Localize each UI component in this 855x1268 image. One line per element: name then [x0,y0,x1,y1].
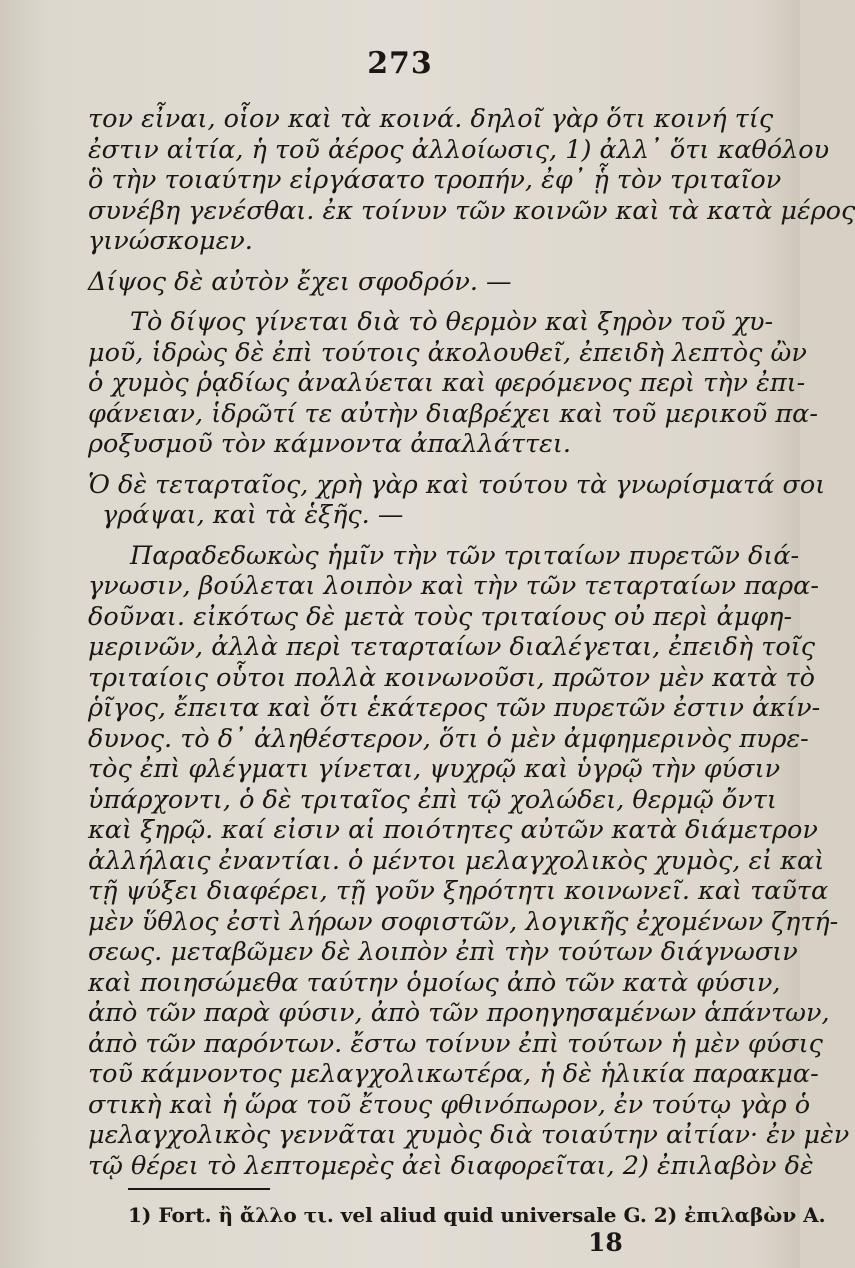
text-line: ῥῖγος, ἔπειτα καὶ ὅτι ἑκάτερος τῶν πυρετῶν ἐστιν ἀκίν- [88,693,821,723]
text-line: καὶ ποιησώμεθα ταύτην ὁμοίως ἀπὸ τῶν κατὰ φύσιν, [88,967,781,998]
signature-mark: 18 [588,1228,623,1257]
lemma-1 [88,267,762,298]
text-line: ὁ χυμὸς ῥᾳδίως ἀναλύεται καὶ φερόμενος περὶ τὴν ἐπι- [88,368,806,398]
text-line: τῷ θέρει τὸ λεπτομερὲς ἀεὶ διαφορεῖται, 2) ἐπιλαβὸν δὲ [88,1150,814,1181]
paragraph-3 [88,540,850,1182]
text-line: μερινῶν, ἀλλὰ περὶ τεταρταίων διαλέγεται, ἐπειδὴ τοῖς [88,632,815,662]
text-line: μελαγχολικὸς γεννᾶται χυμὸς διὰ τοιαύτην αἰτίαν· ἐν μὲν [88,1120,850,1150]
text-line: τὸς ἐπὶ φλέγματι γίνεται, ψυχρῷ καὶ ὑγρῷ τὴν φύσιν [88,754,781,784]
text-line: καὶ ξηρῷ. καί εἰσιν αἱ ποιότητες αὐτῶν κατὰ διάμετρον [88,815,818,845]
text-line: δοῦναι. εἰκότως δὲ μετὰ τοὺς τριταίους οὐ περὶ ἀμφη- [88,601,793,632]
text-line: ἐστιν αἰτία, ἡ τοῦ ἀέρος ἀλλοίωσις, 1) ἀλλ᾽ ὅτι καθόλου [88,134,830,165]
lemma-line: Ὁ δὲ τεταρταῖος, χρὴ γὰρ καὶ τούτου τὰ γνωρίσματά σοι [88,469,826,500]
text-line: δυνος. τὸ δ᾽ ἀληθέστερον, ὅτι ὁ μὲν ἀμφημερινὸς πυρε- [88,723,809,754]
text-line: ἀπὸ τῶν παρόντων. ἔστω τοίνυν ἐπὶ τούτων ἡ μὲν φύσις [88,1028,823,1059]
text-line: μὲν ὕθλος ἐστὶ λήρων σοφιστῶν, λογικῆς ἐχομένων ζητή- [88,906,839,937]
paragraph-2 [88,307,819,460]
text-line: τον εἶναι, οἷον καὶ τὰ κοινά. δηλοῖ γὰρ ὅτι κοινή τίς [88,104,774,134]
text-line: ὑπάρχοντι, ὁ δὲ τριταῖος ἐπὶ τῷ χολώδει, θερμῷ ὄντι [88,784,777,815]
text-line: γινώσκομεν. [88,226,253,256]
footnote-rule [128,1188,270,1190]
text-line: τριταίοις οὗτοι πολλὰ κοινωνοῦσι, πρῶτον μὲν κατὰ τὸ [88,662,815,693]
lemma-line: γράψαι, καὶ τὰ ἑξῆς. — [102,500,404,530]
text-line: Τὸ δίψος γίνεται διὰ τὸ θερμὸν καὶ ξηρὸν τοῦ χυ- [130,307,774,337]
text-line: τῇ ψύξει διαφέρει, τῇ γοῦν ξηρότητι κοινωνεῖ. καὶ ταῦτα [88,876,829,906]
text-line: σεως. μεταβῶμεν δὲ λοιπὸν ἐπὶ τὴν τούτων διάγνωσιν [88,937,798,967]
body-text [88,104,855,1181]
lemma-line: Δίψος δὲ αὐτὸν ἔχει σφοδρόν. — [88,266,512,297]
text-line: ἀλλήλαις ἐναντίαι. ὁ μέντοι μελαγχολικὸς χυμὸς, εἰ καὶ [88,845,825,876]
text-line: Παραδεδωκὼς ἡμῖν τὴν τῶν τριταίων πυρετῶν διά- [130,540,800,571]
text-line: φάνειαν, ἱδρῶτί τε αὐτὴν διαβρέχει καὶ τοῦ μερικοῦ πα- [88,398,819,429]
text-line: ροξυσμοῦ τὸν κάμνοντα ἀπαλλάττει. [88,429,571,459]
page-number: 273 [367,46,433,81]
text-line: τοῦ κάμνοντος μελαγχολικωτέρα, ἡ δὲ ἡλικία παρακμα- [88,1059,819,1089]
text-line: στικὴ καὶ ἡ ὥρα τοῦ ἔτους φθινόπωρον, ἐν τούτῳ γὰρ ὁ [88,1089,811,1120]
text-line: συνέβη γενέσθαι. ἐκ τοίνυν τῶν κοινῶν καὶ τὰ κατὰ μέρος [88,195,855,226]
text-line: ἀπὸ τῶν παρὰ φύσιν, ἀπὸ τῶν προηγησαμένων ἁπάντων, [88,998,830,1028]
footnotes: 1) Fort. ἢ ἄλλο τι. vel aliud quid universale G. 2) ἐπιλαβὼν A. [128,1203,826,1227]
lemma-2 [88,469,826,531]
text-line: ὃ τὴν τοιαύτην εἰργάσατο τροπήν, ἐφ᾽ ᾗ τὸν τριταῖον [88,165,782,195]
text-line: μοῦ, ἱδρὼς δὲ ἐπὶ τούτοις ἀκολουθεῖ, ἐπειδὴ λεπτὸς ὢν [88,337,807,368]
text-line: γνωσιν, βούλεται λοιπὸν καὶ τὴν τῶν τεταρταίων παρα- [88,571,819,601]
paragraph-1 [88,104,855,257]
